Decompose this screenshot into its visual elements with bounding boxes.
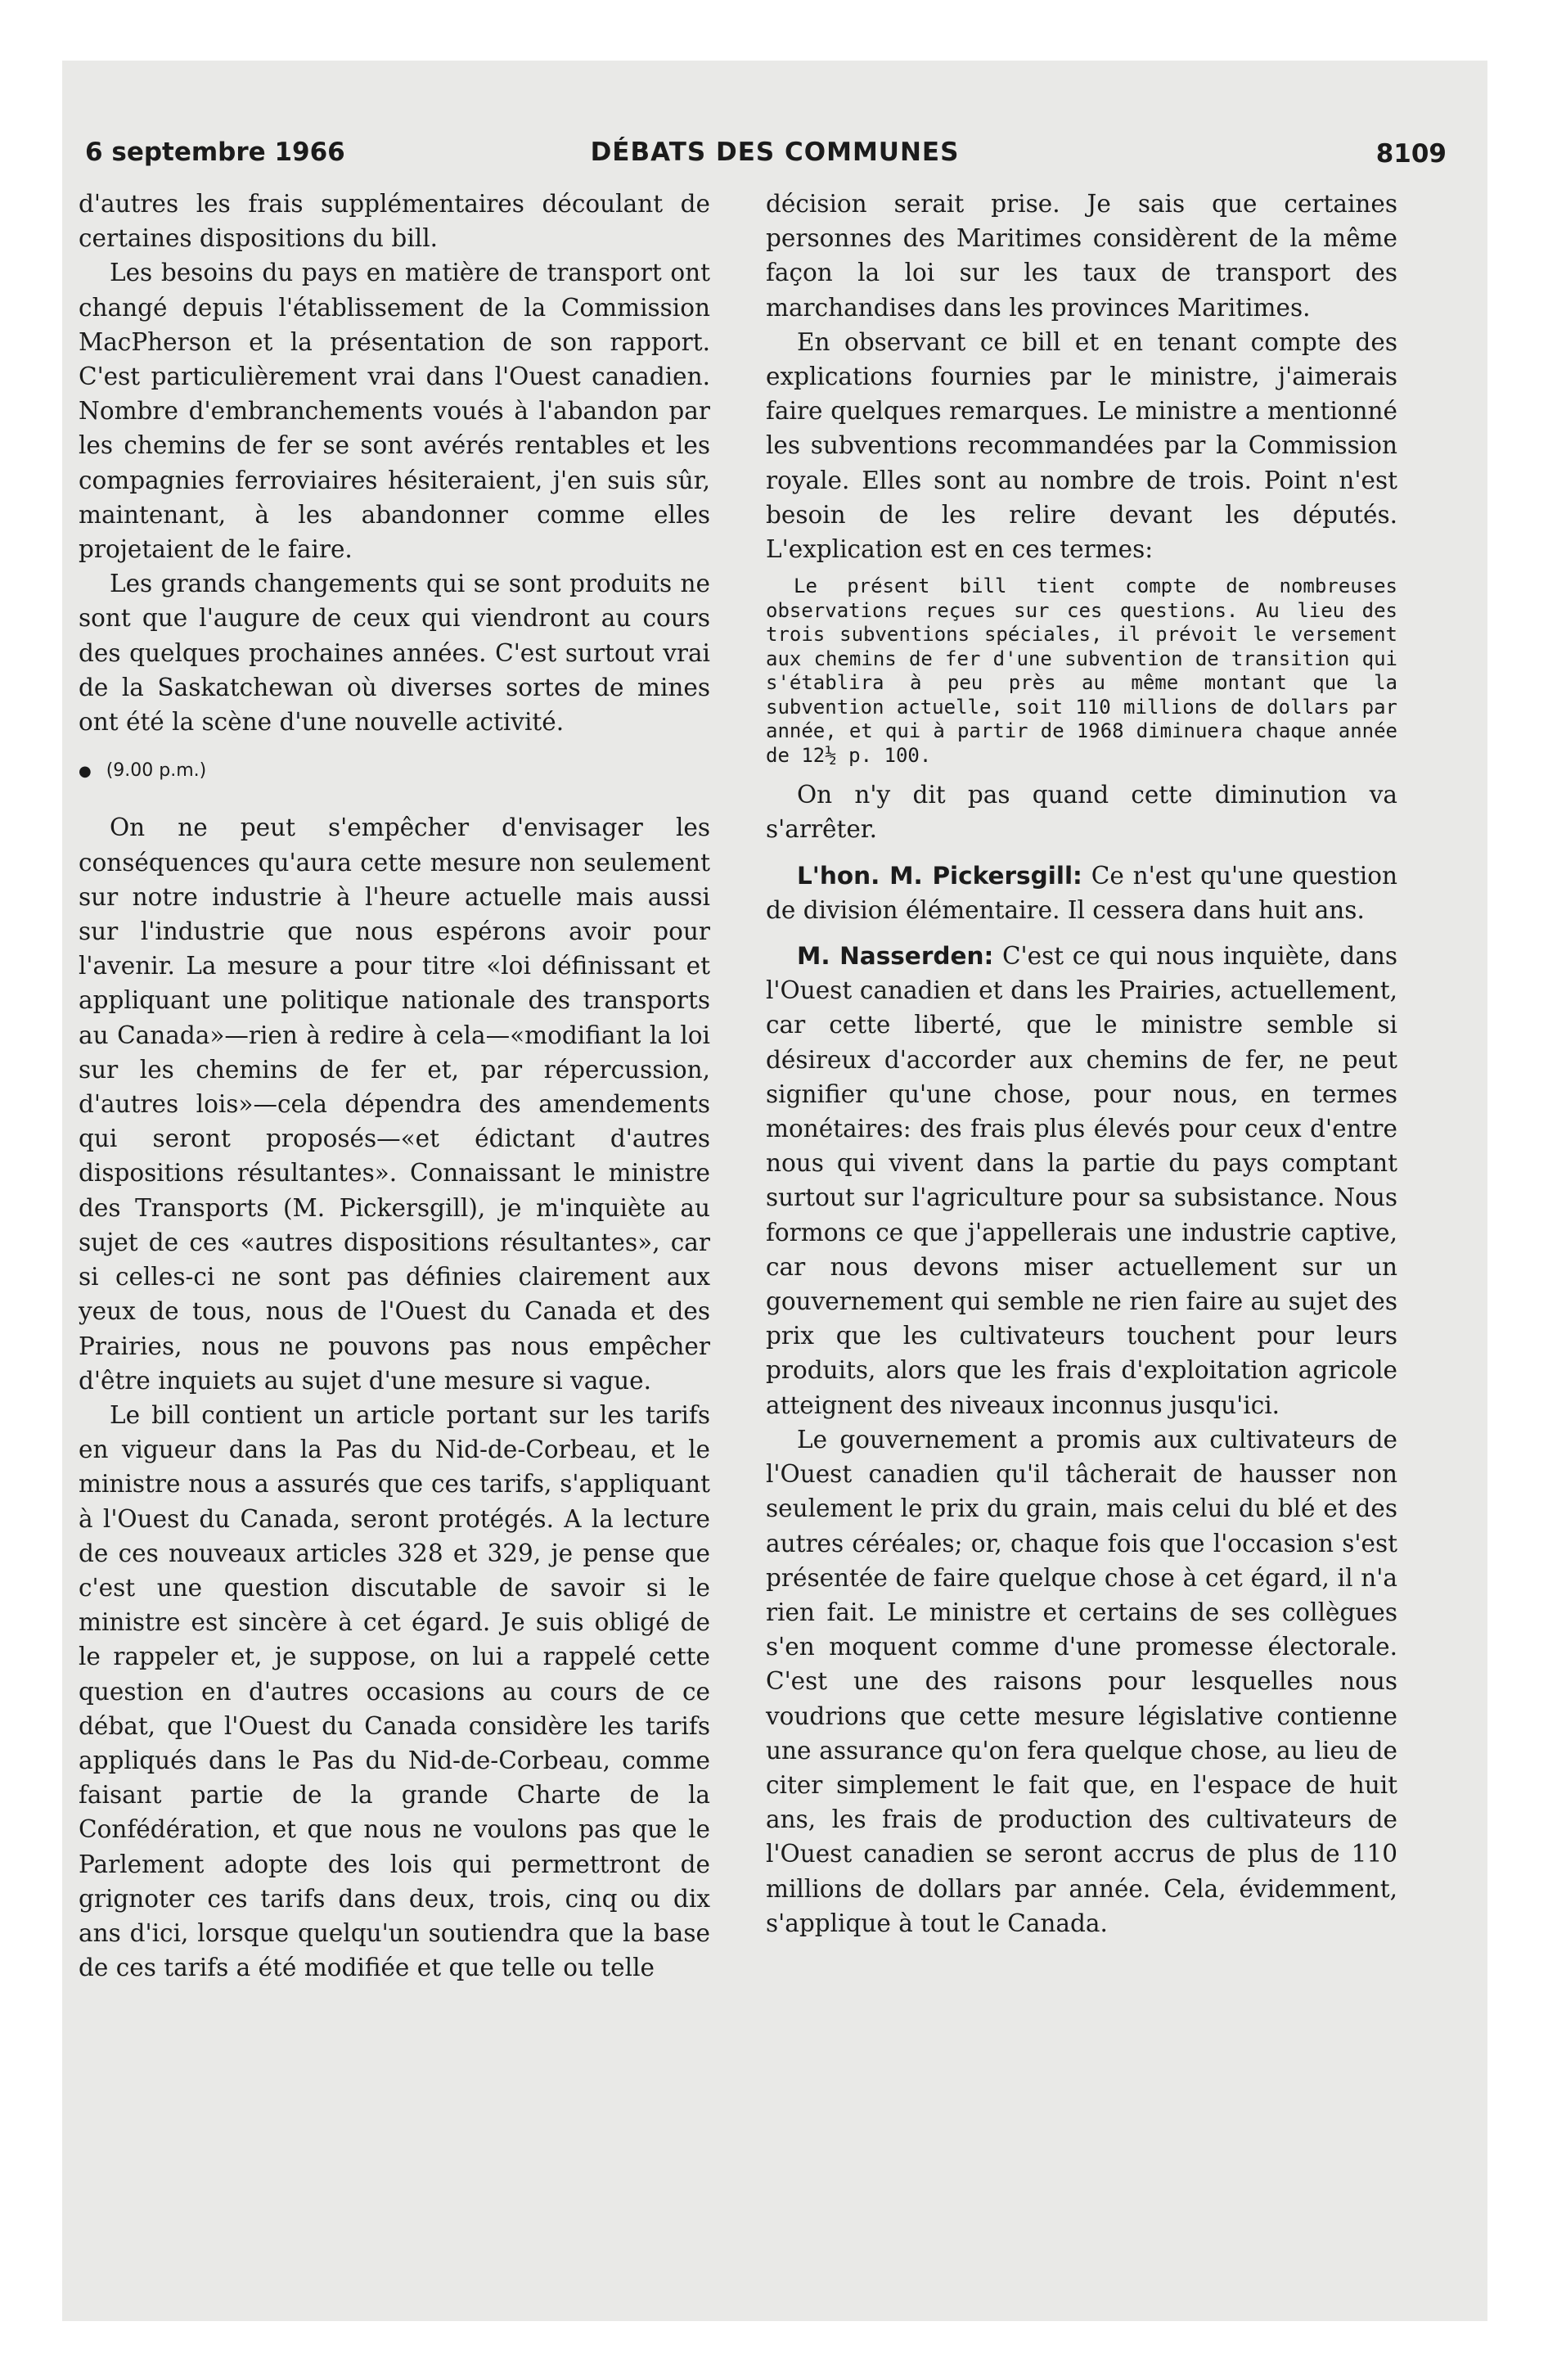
- right-column: [766, 187, 1397, 1941]
- paragraph: décision serait prise. Je sais que certaines personnes des Maritimes considèrent de la même façon la loi sur les taux de transport des marchandises dans les provinces Maritimes.: [766, 190, 1397, 322]
- left-column: [79, 187, 710, 1985]
- paragraph: Les besoins du pays en matière de transport ont changé depuis l'établissement de la Commission MacPherson et la présentation de son rapport. C'est particulièrement vrai dans l'Ouest canadien. Nombre d'embranchements voués à l'abandon par les chemins de fer se sont avérés rentables et les compagnies ferroviaires hésiteraient, j'en suis sûr, maintenant, à les abandonner comme elles projetaient de le faire.: [79, 259, 710, 564]
- paragraph: Le gouvernement a promis aux cultivateurs de l'Ouest canadien qu'il tâcherait de hausser non seulement le prix du grain, mais celui du blé et des autres céréales; or, chaque fois que l'occasion s'est présentée de faire quelque chose à cet égard, il n'a rien fait. Le ministre et certains de ses collègues s'en moquent comme d'une promesse électorale. C'est une des raisons pour lesquelles nous voudrions que cette mesure législative contienne une assurance qu'on fera quelque chose, au lieu de citer simplement le fait que, en l'espace de huit ans, les frais de production des cultivateurs de l'Ouest canadien se seront accrus de plus de 110 millions de dollars par année. Cela, évidemment, s'applique à tout le Canada.: [766, 1425, 1397, 1937]
- page-number: 8109: [1375, 139, 1447, 169]
- header-date: 6 septembre 1966: [85, 137, 345, 167]
- paragraph: On n'y dit pas quand cette diminution va s'arrêter.: [766, 781, 1397, 844]
- paragraph: d'autres les frais supplémentaires découlant de certaines dispositions du bill.: [79, 190, 710, 253]
- speech-text: C'est ce qui nous inquiète, dans l'Ouest canadien et dans les Prairies, actuellement, car cette liberté, que le ministre semble si désireux d'accorder aux chemins de fer, ne peut signifier qu'une chose, pour nous, en termes monétaires: des frais plus élevés pour ceux d'entre nous qui vivent dans la partie du pays comptant surtout sur l'agriculture pour sa subsistance. Nous formons ce que j'appellerais une industrie captive, car nous devons miser actuellement sur un gouvernement qui semble ne rien faire au sujet des prix que les cultivateurs touchent pour leurs produits, alors que les frais d'exploitation agricole atteignent des niveaux inconnus jusqu'ici.: [766, 942, 1397, 1419]
- paragraph: Les grands changements qui se sont produits ne sont que l'augure de ceux qui viendront au cours des quelques prochaines années. C'est surtout vrai de la Saskatchewan où diverses sortes de mines ont été la scène d'une nouvelle activité.: [79, 570, 710, 737]
- time-stamp: (9.00 p.m.): [106, 760, 207, 782]
- speech: [766, 859, 1397, 927]
- bullet-icon: ●: [79, 763, 92, 781]
- header-title: DÉBATS DES COMMUNES: [590, 137, 960, 167]
- speech-text: Ce n'est qu'une question de division élémentaire. Il cessera dans huit ans.: [766, 861, 1397, 924]
- speaker-name: M. Nasserden:: [797, 942, 994, 971]
- paragraph: Le bill contient un article portant sur les tarifs en vigueur dans la Pas du Nid-de-Corbeau, et le ministre nous a assurés que ces tarifs, s'appliquant à l'Ouest du Canada, seront protégés. A la lecture de ces nouveaux articles 328 et 329, je pense que c'est une question discutable de savoir si le ministre est sincère à cet égard. Je suis obligé de le rappeler et, je suppose, on lui a rappelé cette question en d'autres occasions au cours de ce débat, que l'Ouest du Canada considère les tarifs appliqués dans le Pas du Nid-de-Corbeau, comme faisant partie de la grande Charte de la Confédération, et que nous ne voulons pas que le Parlement adopte des lois qui permettront de grignoter ces tarifs dans deux, trois, cinq ou dix ans d'ici, lorsque quelqu'un soutiendra que la base de ces tarifs a été modifiée et que telle ou telle: [79, 1400, 710, 1982]
- quotation: Le présent bill tient compte de nombreuses observations reçues sur ces questions. Au lieu des trois subventions spéciales, il prévoit le versement aux chemins de fer d'une subvention de transition qui s'établira à peu près au même montant que la subvention actuelle, soit 110 millions de dollars par année, et qui à partir de 1968 diminuera chaque année de 12½ p. 100.: [766, 575, 1397, 767]
- document-page: [62, 61, 1487, 2321]
- paragraph: En observant ce bill et en tenant compte des explications fournies par le ministre, j'aimerais faire quelques remarques. Le ministre a mentionné les subventions recommandées par la Commission royale. Elles sont au nombre de trois. Point n'est besoin de les relire devant les députés. L'explication est en ces termes:: [766, 327, 1397, 564]
- page-header: [62, 137, 1487, 178]
- time-marker: [79, 754, 710, 789]
- speech: [766, 939, 1397, 1422]
- speaker-name: L'hon. M. Pickersgill:: [797, 861, 1082, 890]
- paragraph: On ne peut s'empêcher d'envisager les conséquences qu'aura cette mesure non seulement sur notre industrie à l'heure actuelle mais aussi sur l'industrie que nous espérons avoir pour l'avenir. La mesure a pour titre «loi définissant et appliquant une politique nationale des transports au Canada»—rien à redire à cela—«modifiant la loi sur les chemins de fer et, par répercussion, d'autres lois»—cela dépendra des amendements qui seront proposés—«et édictant d'autres dispositions résultantes». Connaissant le ministre des Transports (M. Pickersgill), je m'inquiète au sujet de ces «autres dispositions résultantes», car si celles-ci ne sont pas définies clairement aux yeux de tous, nous de l'Ouest du Canada et des Prairies, nous ne pouvons pas nous empêcher d'être inquiets au sujet d'une mesure si vague.: [79, 814, 710, 1395]
